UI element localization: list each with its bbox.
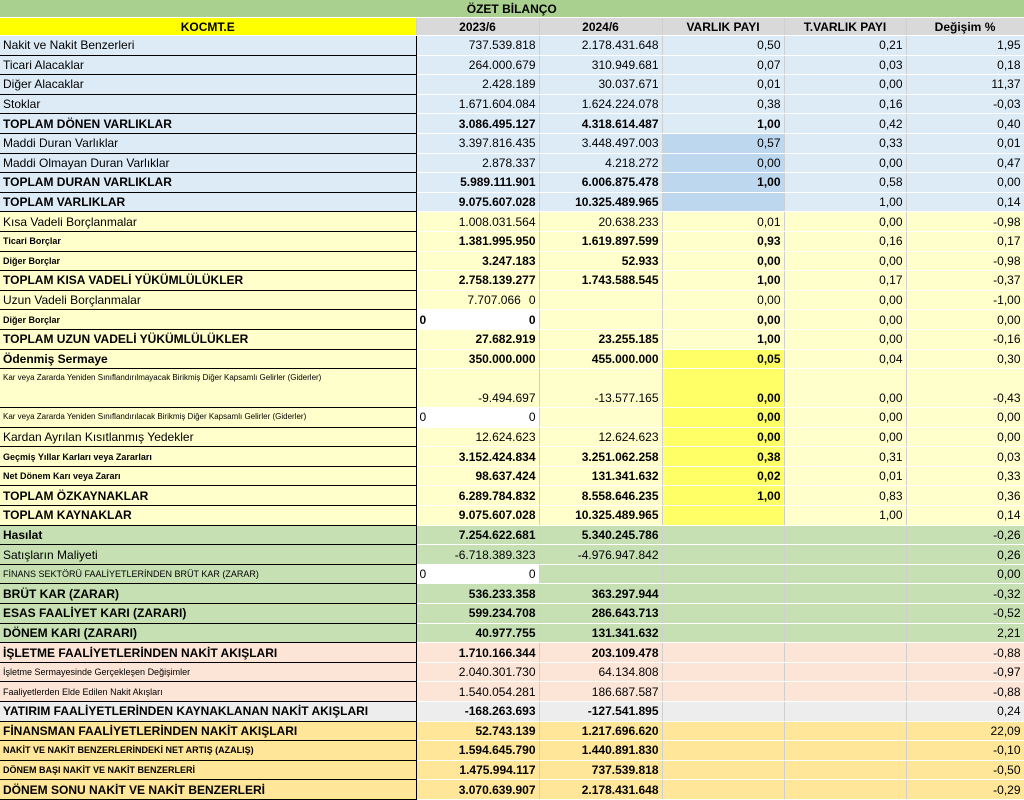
row-label: Diğer Borçlar [0,310,416,330]
change-percent-value: 0,36 [906,486,1024,506]
asset-share-value: 0,02 [662,466,784,486]
total-asset-share-value [784,780,906,800]
year2-value [539,564,662,584]
year2-value: 3.448.497.003 [539,133,662,153]
total-asset-share-value [784,584,906,604]
row-label: Stoklar [0,94,416,114]
change-percent-value: 0,47 [906,153,1024,173]
row-label: Kar veya Zararda Yeniden Sınıflandırılacak Birikmiş Diğer Kapsamlı Gelirler (Giderler) [0,408,416,428]
change-percent-value: 0,18 [906,55,1024,75]
row-label: YATIRIM FAALİYETLERİNDEN KAYNAKLANAN NAKİT AKIŞLARI [0,702,416,722]
row-label: TOPLAM KISA VADELİ YÜKÜMLÜLÜKLER [0,271,416,291]
row-label: TOPLAM DÖNEN VARLIKLAR [0,114,416,134]
year2-value: 186.687.587 [539,682,662,702]
asset-share-value [662,623,784,643]
year1-value: 1.710.166.344 [416,643,539,663]
header-row [0,18,1024,36]
table-row [0,290,1024,310]
table-row [0,702,1024,722]
asset-share-value: 0,00 [662,310,784,330]
asset-share-value [662,760,784,780]
asset-share-value [662,682,784,702]
change-percent-value: 0,00 [906,173,1024,193]
year1-value: 1.475.994.117 [416,760,539,780]
change-percent-value: 0,14 [906,506,1024,526]
table-row [0,231,1024,251]
year2-value: 1.217.696.620 [539,721,662,741]
year2-value: 4.218.272 [539,153,662,173]
asset-share-value: 0,01 [662,75,784,95]
asset-share-value: 1,00 [662,173,784,193]
asset-share-value: 0,57 [662,133,784,153]
year1-value: 3.086.495.127 [416,114,539,134]
total-asset-share-value: 0,17 [784,271,906,291]
row-label: TOPLAM UZUN VADELİ YÜKÜMLÜLÜKLER [0,329,416,349]
change-percent-value: 2,21 [906,623,1024,643]
asset-share-value: 1,00 [662,271,784,291]
change-percent-value: 0,00 [906,408,1024,428]
row-label: Uzun Vadeli Borçlanmalar [0,290,416,310]
company-ticker: KOCMT.E [0,18,416,36]
asset-share-value [662,702,784,722]
year1-value: 1.381.995.950 [416,231,539,251]
row-label: Ticari Borçlar [0,231,416,251]
change-percent-value: 0,00 [906,427,1024,447]
year1-value: 5.989.111.901 [416,173,539,193]
year2-value: 203.109.478 [539,643,662,663]
change-percent-value: 0,00 [906,564,1024,584]
asset-share-value: 0,50 [662,36,784,56]
row-label: BRÜT KAR (ZARAR) [0,584,416,604]
change-percent-value: 0,24 [906,702,1024,722]
header-asset-share: VARLIK PAYI [662,18,784,36]
year1-value: 599.234.708 [416,604,539,624]
asset-share-value [662,584,784,604]
total-asset-share-value: 0,00 [784,75,906,95]
change-percent-value: -0,88 [906,643,1024,663]
year1-value [416,408,539,428]
leading-zero: 0 [419,312,427,327]
table-row [0,721,1024,741]
year2-value: 286.643.713 [539,604,662,624]
total-asset-share-value: 0,03 [784,55,906,75]
year1-value: 1.594.645.790 [416,741,539,761]
asset-share-value: 0,00 [662,290,784,310]
asset-share-value: 1,00 [662,114,784,134]
total-asset-share-value: 0,00 [784,369,906,408]
year1-value: 6.289.784.832 [416,486,539,506]
year1-value: 3.152.424.834 [416,447,539,467]
total-asset-share-value: 0,00 [784,329,906,349]
total-asset-share-value: 0,00 [784,212,906,232]
year2-value: 6.006.875.478 [539,173,662,193]
year1-value: 264.000.679 [416,55,539,75]
table-row [0,525,1024,545]
row-label: TOPLAM VARLIKLAR [0,192,416,212]
year1-value: 3.397.816.435 [416,133,539,153]
year2-value: 23.255.185 [539,329,662,349]
row-label: İŞLETME FAALİYETLERİNDEN NAKİT AKIŞLARI [0,643,416,663]
change-percent-value: -0,88 [906,682,1024,702]
total-asset-share-value [784,564,906,584]
change-percent-value: 0,03 [906,447,1024,467]
row-label: DÖNEM BAŞI NAKİT VE NAKİT BENZERLERİ [0,760,416,780]
table-row [0,55,1024,75]
row-label: Maddi Duran Varlıklar [0,133,416,153]
change-percent-value: -0,10 [906,741,1024,761]
table-row [0,466,1024,486]
change-percent-value: 0,40 [906,114,1024,134]
table-row [0,545,1024,565]
trailing-zero: 0 [528,410,536,425]
year2-value: 10.325.489.965 [539,506,662,526]
year2-value: 64.134.808 [539,662,662,682]
row-label: Satışların Maliyeti [0,545,416,565]
table-row [0,408,1024,428]
year1-value: 1.008.031.564 [416,212,539,232]
table-row [0,780,1024,800]
row-label: Kısa Vadeli Borçlanmalar [0,212,416,232]
year1-value: -6.718.389.323 [416,545,539,565]
total-asset-share-value [784,623,906,643]
year1-value: 27.682.919 [416,329,539,349]
table-row [0,506,1024,526]
row-label: İşletme Sermayesinde Gerçekleşen Değişimler [0,662,416,682]
year2-value: 1.619.897.599 [539,231,662,251]
asset-share-value [662,662,784,682]
year2-value: -13.577.165 [539,369,662,408]
leading-zero: 0 [419,410,427,425]
year1-value: -9.494.697 [416,369,539,408]
total-asset-share-value: 0,01 [784,466,906,486]
row-label: DÖNEM KARI (ZARARI) [0,623,416,643]
year2-value: 52.933 [539,251,662,271]
change-percent-value: -0,52 [906,604,1024,624]
total-asset-share-value: 0,00 [784,290,906,310]
trailing-zero: 0 [528,293,536,308]
change-percent-value: 0,01 [906,133,1024,153]
row-label: Ödenmiş Sermaye [0,349,416,369]
asset-share-value [662,643,784,663]
change-percent-value: 0,00 [906,310,1024,330]
table-row [0,251,1024,271]
year1-value: 1.671.604.084 [416,94,539,114]
change-percent-value: -0,03 [906,94,1024,114]
year2-value: 3.251.062.258 [539,447,662,467]
year1-value [416,564,539,584]
year1-value: 1.540.054.281 [416,682,539,702]
trailing-zero: 0 [528,567,536,582]
total-asset-share-value: 0,00 [784,153,906,173]
change-percent-value: -0,98 [906,212,1024,232]
table-row [0,36,1024,56]
year1-value: 737.539.818 [416,36,539,56]
row-label: Maddi Olmayan Duran Varlıklar [0,153,416,173]
change-percent-value: 0,14 [906,192,1024,212]
row-label: Geçmiş Yıllar Karları veya Zararları [0,447,416,467]
table-row [0,486,1024,506]
year1-value: 52.743.139 [416,721,539,741]
total-asset-share-value [784,682,906,702]
asset-share-value [662,545,784,565]
change-percent-value: 22,09 [906,721,1024,741]
year2-value: 8.558.646.235 [539,486,662,506]
total-asset-share-value: 1,00 [784,192,906,212]
trailing-zero: 0 [528,312,536,327]
row-label: Diğer Borçlar [0,251,416,271]
header-change-percent: Değişim % [906,18,1024,36]
row-label: Diğer Alacaklar [0,75,416,95]
year1-value: 12.624.623 [416,427,539,447]
change-percent-value: 0,17 [906,231,1024,251]
year1-value: 7.254.622.681 [416,525,539,545]
change-percent-value: 11,37 [906,75,1024,95]
row-label: Nakit ve Nakit Benzerleri [0,36,416,56]
year2-value: 4.318.614.487 [539,114,662,134]
change-percent-value: -0,98 [906,251,1024,271]
year1-value: 2.428.189 [416,75,539,95]
change-percent-value: -0,43 [906,369,1024,408]
sheet-title: ÖZET BİLANÇO [0,0,1024,18]
total-asset-share-value [784,545,906,565]
year2-value: 1.440.891.830 [539,741,662,761]
row-label: TOPLAM DURAN VARLIKLAR [0,173,416,193]
asset-share-value [662,192,784,212]
total-asset-share-value: 0,31 [784,447,906,467]
table-row [0,173,1024,193]
asset-share-value: 0,00 [662,369,784,408]
total-asset-share-value: 0,00 [784,251,906,271]
total-asset-share-value [784,721,906,741]
year2-value: 10.325.489.965 [539,192,662,212]
table-row [0,427,1024,447]
year2-value: 2.178.431.648 [539,36,662,56]
year2-value: 363.297.944 [539,584,662,604]
total-asset-share-value: 0,00 [784,310,906,330]
total-asset-share-value [784,760,906,780]
table-row [0,153,1024,173]
total-asset-share-value: 0,00 [784,427,906,447]
change-percent-value: -0,97 [906,662,1024,682]
total-asset-share-value [784,604,906,624]
table-row [0,682,1024,702]
total-asset-share-value [784,525,906,545]
asset-share-value: 0,07 [662,55,784,75]
row-label: Net Dönem Karı veya Zararı [0,466,416,486]
table-row [0,369,1024,408]
total-asset-share-value [784,702,906,722]
asset-share-value: 0,05 [662,349,784,369]
asset-share-value [662,604,784,624]
year1-value: 3.247.183 [416,251,539,271]
year2-value: 20.638.233 [539,212,662,232]
table-row [0,604,1024,624]
total-asset-share-value: 0,00 [784,408,906,428]
year2-value: 131.341.632 [539,623,662,643]
year2-value: 310.949.681 [539,55,662,75]
asset-share-value: 0,93 [662,231,784,251]
header-year-2: 2024/6 [539,18,662,36]
total-asset-share-value [784,741,906,761]
row-label: NAKİT VE NAKİT BENZERLERİNDEKİ NET ARTIŞ (AZALIŞ) [0,741,416,761]
asset-share-value [662,564,784,584]
table-row [0,114,1024,134]
year2-value: 12.624.623 [539,427,662,447]
year2-value [539,290,662,310]
title-row [0,0,1024,18]
row-label: TOPLAM KAYNAKLAR [0,506,416,526]
total-asset-share-value: 0,16 [784,231,906,251]
table-row [0,271,1024,291]
year2-value: -4.976.947.842 [539,545,662,565]
year2-value: 1.624.224.078 [539,94,662,114]
year1-value: 9.075.607.028 [416,506,539,526]
year1-value: -168.263.693 [416,702,539,722]
change-percent-value: -0,16 [906,329,1024,349]
year1-value: 3.070.639.907 [416,780,539,800]
table-row [0,643,1024,663]
table-row [0,133,1024,153]
total-asset-share-value: 0,42 [784,114,906,134]
year2-value: 1.743.588.545 [539,271,662,291]
table-row [0,447,1024,467]
change-percent-value: 0,26 [906,545,1024,565]
year2-value: 737.539.818 [539,760,662,780]
total-asset-share-value [784,643,906,663]
asset-share-value: 0,00 [662,153,784,173]
asset-share-value: 0,00 [662,251,784,271]
row-label: Kar veya Zararda Yeniden Sınıflandırılmayacak Birikmiş Diğer Kapsamlı Gelirler (Giderler) [0,369,416,408]
year1-number: 7.707.066 [467,293,521,308]
year1-value: 2.040.301.730 [416,662,539,682]
change-percent-value: 1,95 [906,36,1024,56]
year2-value: 2.178.431.648 [539,780,662,800]
row-label: Hasılat [0,525,416,545]
row-label: FİNANS SEKTÖRÜ FAALİYETLERİNDEN BRÜT KAR (ZARAR) [0,564,416,584]
year1-value [416,310,539,330]
year1-value: 40.977.755 [416,623,539,643]
leading-zero: 0 [419,567,427,582]
year2-value [539,408,662,428]
asset-share-value [662,780,784,800]
row-label: ESAS FAALİYET KARI (ZARARI) [0,604,416,624]
total-asset-share-value: 0,21 [784,36,906,56]
year2-value: 455.000.000 [539,349,662,369]
year1-value: 98.637.424 [416,466,539,486]
asset-share-value: 1,00 [662,329,784,349]
row-label: TOPLAM ÖZKAYNAKLAR [0,486,416,506]
asset-share-value: 0,01 [662,212,784,232]
table-row [0,329,1024,349]
total-asset-share-value [784,662,906,682]
table-row [0,75,1024,95]
year2-value: 131.341.632 [539,466,662,486]
table-row [0,349,1024,369]
asset-share-value: 0,38 [662,94,784,114]
change-percent-value: -0,29 [906,780,1024,800]
table-row [0,192,1024,212]
table-row [0,584,1024,604]
table-row [0,310,1024,330]
row-label: FİNANSMAN FAALİYETLERİNDEN NAKİT AKIŞLARI [0,721,416,741]
table-row [0,662,1024,682]
change-percent-value: 0,30 [906,349,1024,369]
total-asset-share-value: 1,00 [784,506,906,526]
year1-value [416,290,539,310]
year2-value: 30.037.671 [539,75,662,95]
table-row [0,741,1024,761]
change-percent-value: -1,00 [906,290,1024,310]
year1-value: 350.000.000 [416,349,539,369]
year1-value: 536.233.358 [416,584,539,604]
total-asset-share-value: 0,16 [784,94,906,114]
year2-value: -127.541.895 [539,702,662,722]
asset-share-value [662,525,784,545]
total-asset-share-value: 0,04 [784,349,906,369]
year2-value: 5.340.245.786 [539,525,662,545]
change-percent-value: 0,33 [906,466,1024,486]
change-percent-value: -0,37 [906,271,1024,291]
row-label: Kardan Ayrılan Kısıtlanmış Yedekler [0,427,416,447]
year1-value: 9.075.607.028 [416,192,539,212]
table-row [0,94,1024,114]
table-row [0,212,1024,232]
row-label: Ticari Alacaklar [0,55,416,75]
asset-share-value [662,721,784,741]
header-total-asset-share: T.VARLIK PAYI [784,18,906,36]
total-asset-share-value: 0,58 [784,173,906,193]
asset-share-value: 0,00 [662,408,784,428]
asset-share-value: 0,00 [662,427,784,447]
total-asset-share-value: 0,83 [784,486,906,506]
table-row [0,623,1024,643]
year2-value [539,310,662,330]
year1-value: 2.878.337 [416,153,539,173]
asset-share-value [662,741,784,761]
asset-share-value [662,506,784,526]
change-percent-value: -0,26 [906,525,1024,545]
change-percent-value: -0,32 [906,584,1024,604]
total-asset-share-value: 0,33 [784,133,906,153]
asset-share-value: 0,38 [662,447,784,467]
row-label: Faaliyetlerden Elde Edilen Nakit Akışları [0,682,416,702]
asset-share-value: 1,00 [662,486,784,506]
row-label: DÖNEM SONU NAKİT VE NAKİT BENZERLERİ [0,780,416,800]
year1-value: 2.758.139.277 [416,271,539,291]
change-percent-value: -0,50 [906,760,1024,780]
table-row [0,760,1024,780]
table-row [0,564,1024,584]
header-year-1: 2023/6 [416,18,539,36]
